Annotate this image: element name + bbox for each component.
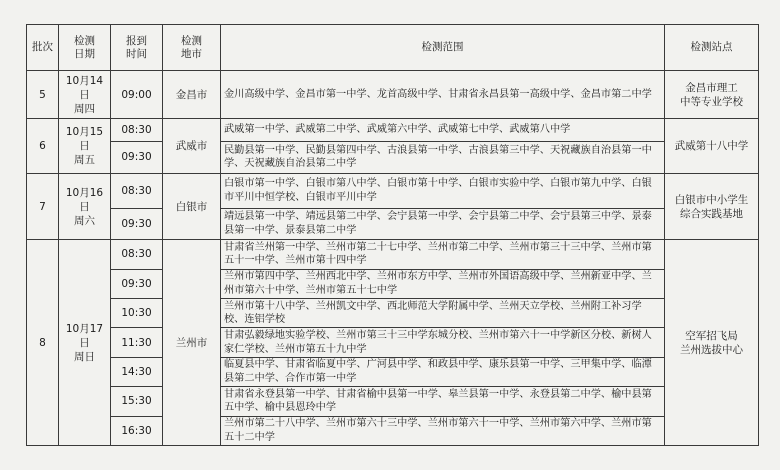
report-time: 08:30 — [111, 240, 163, 269]
batch-city: 武威市 — [163, 119, 221, 174]
table-row — [27, 298, 759, 327]
table-row — [27, 174, 759, 209]
report-time: 08:30 — [111, 119, 163, 141]
batch-city: 金昌市 — [163, 71, 221, 119]
scope-cell: 甘肃弘毅绿地实验学校、兰州市第三十三中学东城分校、兰州市第六十一中学新区分校、新树人家仁学校、兰州市第五十九中学 — [221, 328, 665, 357]
header-city: 检测 地市 — [163, 25, 221, 71]
schedule-table — [26, 24, 759, 446]
batch-city: 兰州市 — [163, 240, 221, 446]
report-time: 09:30 — [111, 208, 163, 239]
report-time: 09:00 — [111, 71, 163, 119]
table-row — [27, 357, 759, 386]
scope-cell: 金川高级中学、金昌市第一中学、龙首高级中学、甘肃省永昌县第一高级中学、金昌市第二中学 — [221, 71, 665, 119]
table-row — [27, 240, 759, 269]
schedule-sheet — [26, 24, 758, 446]
header-date: 检测 日期 — [59, 25, 111, 71]
batch-date: 10月17日 周日 — [59, 240, 111, 446]
batch-date: 10月14日 周四 — [59, 71, 111, 119]
header-time: 报到 时间 — [111, 25, 163, 71]
batch-date: 10月15日 周五 — [59, 119, 111, 174]
batch-date: 10月16日 周六 — [59, 174, 111, 240]
table-row — [27, 71, 759, 119]
table-row — [27, 119, 759, 141]
batch-city: 白银市 — [163, 174, 221, 240]
table-row — [27, 387, 759, 416]
report-time: 11:30 — [111, 328, 163, 357]
batch-number: 6 — [27, 119, 59, 174]
scope-cell: 兰州市第十八中学、兰州凯文中学、西北师范大学附属中学、兰州天立学校、兰州附工补习学校、连铝学校 — [221, 298, 665, 327]
table-row — [27, 416, 759, 445]
scope-cell: 甘肃省永登县第一中学、甘肃省榆中县第一中学、皋兰县第一中学、永登县第二中学、榆中县第五中学、榆中县恩玲中学 — [221, 387, 665, 416]
table-row — [27, 269, 759, 298]
scope-cell: 甘肃省兰州第一中学、兰州市第二十七中学、兰州市第二中学、兰州市第三十三中学、兰州市第五十一中学、兰州市第十四中学 — [221, 240, 665, 269]
table-row — [27, 328, 759, 357]
scope-cell: 靖远县第一中学、靖远县第二中学、会宁县第一中学、会宁县第二中学、会宁县第三中学、景泰县第一中学、景泰县第二中学 — [221, 208, 665, 239]
table-row — [27, 141, 759, 174]
scope-cell: 兰州市第四中学、兰州西北中学、兰州市东方中学、兰州市外国语高级中学、兰州新亚中学、兰州市第六十中学、兰州市第五十七中学 — [221, 269, 665, 298]
scope-cell: 白银市第一中学、白银市第八中学、白银市第十中学、白银市实验中学、白银市第九中学、白银市平川中恒学校、白银市平川中学 — [221, 174, 665, 209]
header-site: 检测站点 — [665, 25, 759, 71]
report-time: 14:30 — [111, 357, 163, 386]
batch-number: 5 — [27, 71, 59, 119]
scope-cell: 兰州市第二十八中学、兰州市第六十三中学、兰州市第六十一中学、兰州市第六中学、兰州市第五十二中学 — [221, 416, 665, 445]
batch-site: 金昌市理工 中等专业学校 — [665, 71, 759, 119]
batch-site: 白银市中小学生 综合实践基地 — [665, 174, 759, 240]
report-time: 08:30 — [111, 174, 163, 209]
table-row — [27, 208, 759, 239]
scope-cell: 临夏县中学、甘肃省临夏中学、广河县中学、和政县中学、康乐县第一中学、三甲集中学、临潭县第二中学、合作市第一中学 — [221, 357, 665, 386]
batch-number: 7 — [27, 174, 59, 240]
scope-cell: 武威第一中学、武威第二中学、武威第六中学、武威第七中学、武威第八中学 — [221, 119, 665, 141]
report-time: 15:30 — [111, 387, 163, 416]
batch-site: 武威第十八中学 — [665, 119, 759, 174]
report-time: 09:30 — [111, 141, 163, 174]
header-scope: 检测范围 — [221, 25, 665, 71]
report-time: 10:30 — [111, 298, 163, 327]
header-batch: 批次 — [27, 25, 59, 71]
batch-site: 空军招飞局 兰州选拔中心 — [665, 240, 759, 446]
scope-cell: 民勤县第一中学、民勤县第四中学、古浪县第一中学、古浪县第三中学、天祝藏族自治县第一中学、天祝藏族自治县第二中学 — [221, 141, 665, 174]
report-time: 16:30 — [111, 416, 163, 445]
batch-number: 8 — [27, 240, 59, 446]
header-row — [27, 25, 759, 71]
report-time: 09:30 — [111, 269, 163, 298]
